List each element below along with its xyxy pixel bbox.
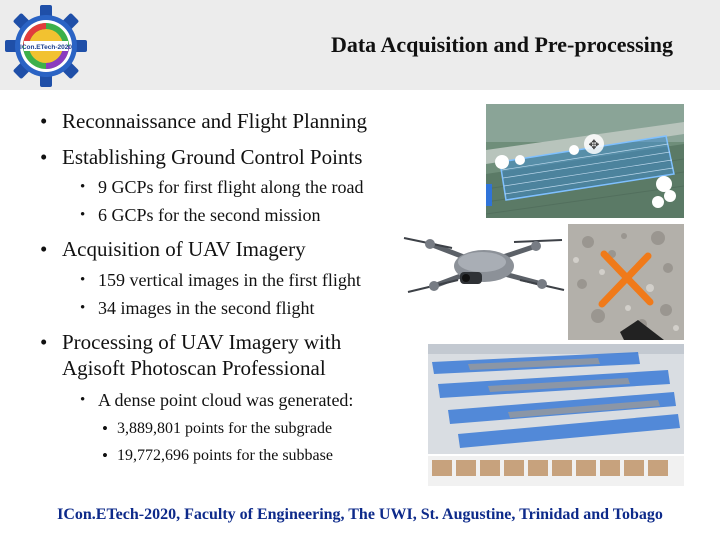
footer-affiliation: ICon.ETech-2020, Faculty of Engineering, The UWI, St. Augustine, Trinidad and Tobago <box>57 506 663 523</box>
bullet-processing: • Processing of UAV Imagery with Agisoft Photoscan Professional <box>40 329 407 381</box>
svg-text:✥: ✥ <box>588 138 600 153</box>
bullet-acquisition: • Acquisition of UAV Imagery <box>40 236 440 262</box>
sub-sub-bullet-subgrade: • 3,889,801 points for the subgrade <box>40 419 440 439</box>
uav-drone-image <box>396 224 568 306</box>
flight-plan-map-image <box>486 104 684 218</box>
conference-logo <box>4 4 88 88</box>
ground-control-point-marker-image <box>568 224 684 340</box>
sub-sub-bullet-subbase: • 19,772,696 points for the subbase <box>40 446 440 466</box>
sub-bullet-images-first: • 159 vertical images in the first flight <box>40 269 440 291</box>
bullet-list <box>40 108 440 466</box>
bullet-gcp: • Establishing Ground Control Points <box>40 144 440 170</box>
agisoft-point-cloud-image <box>428 344 684 486</box>
sub-bullet-gcp-first: • 9 GCPs for first flight along the road <box>40 176 440 198</box>
logo-text: ICon.ETech-2020 <box>20 44 72 51</box>
sub-bullet-gcp-second: • 6 GCPs for the second mission <box>40 204 440 226</box>
bullet-reconnaissance: • Reconnaissance and Flight Planning <box>40 108 440 134</box>
sub-bullet-images-second: • 34 images in the second flight <box>40 297 440 319</box>
slide-title: Data Acquisition and Pre-processing <box>330 32 673 57</box>
sub-bullet-point-cloud: • A dense point cloud was generated: <box>40 389 440 411</box>
